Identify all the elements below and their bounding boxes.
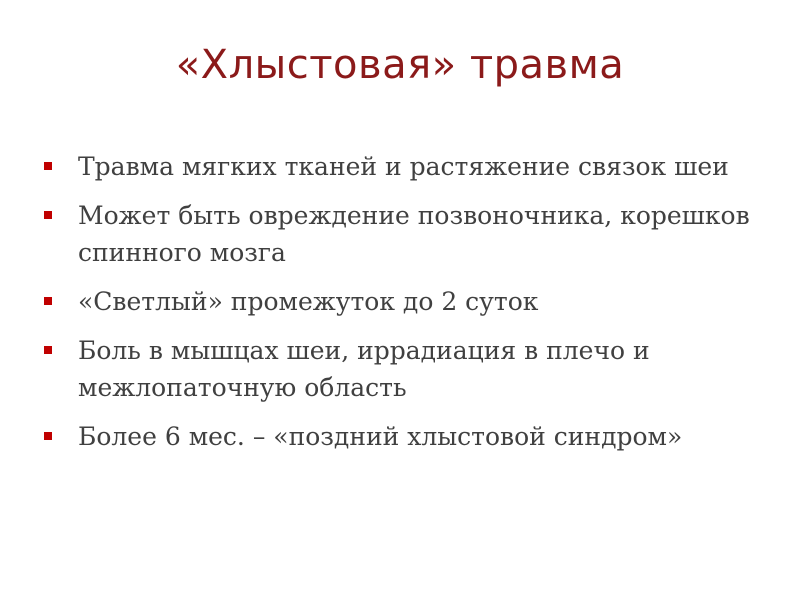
bullet-text: Более 6 мес. – «поздний хлыстовой синдром» xyxy=(78,422,683,451)
bullet-text: Травма мягких тканей и растяжение связок шеи xyxy=(78,152,729,181)
bullet-text: Может быть овреждение позвоночника, корешков спинного мозга xyxy=(78,201,750,267)
bullet-item xyxy=(44,283,764,320)
bullet-text: Боль в мышцах шеи, иррадиация в плечо и межлопаточную область xyxy=(78,336,650,402)
square-bullet-icon xyxy=(44,346,52,354)
square-bullet-icon xyxy=(44,211,52,219)
bullet-item xyxy=(44,148,764,185)
bullet-list xyxy=(44,148,764,467)
square-bullet-icon xyxy=(44,297,52,305)
square-bullet-icon xyxy=(44,162,52,170)
bullet-text: «Светлый» промежуток до 2 суток xyxy=(78,287,539,316)
square-bullet-icon xyxy=(44,432,52,440)
bullet-item xyxy=(44,418,764,455)
bullet-item xyxy=(44,197,764,271)
slide-title: «Хлыстовая» травма xyxy=(175,42,625,88)
bullet-item xyxy=(44,332,764,406)
